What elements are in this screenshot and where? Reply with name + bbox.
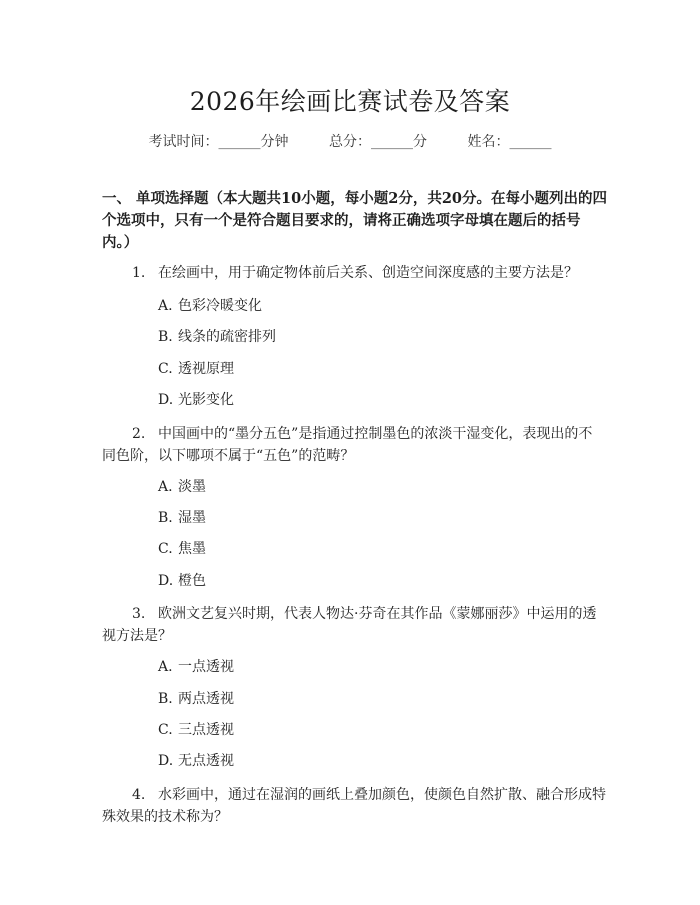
question-text-line-1: 在绘画中，用于确定物体前后关系、创造空间深度感的主要方法是？ [158,265,578,281]
section-heading: 一、 单项选择题（本大题共10小题，每小题2分，共20分。在每小题列出的四个选项中，只有一个是符合题目要求的，请将正确选项字母填在题后的括号内。） [102,190,607,251]
option-2d [158,571,206,591]
option-1c [158,359,234,379]
option-letter: B. [158,329,173,345]
question-text-line-1: 水彩画中，通过在湿润的画纸上叠加颜色，使颜色自然扩散、融合形成特 [158,787,606,803]
option-letter: A. [158,659,173,675]
option-text: 色彩冷暖变化 [178,298,262,314]
option-letter: C. [158,722,173,738]
option-text: 湿墨 [178,510,206,526]
option-2a [158,477,206,497]
option-text: 无点透视 [178,753,234,769]
option-1d [158,390,234,410]
option-letter: D. [158,753,174,769]
question-text-line-1: 欧洲文艺复兴时期，代表人物达·芬奇在其作品《蒙娜丽莎》中运用的透 [158,606,597,622]
option-letter: A. [158,298,173,314]
student-name-field: 姓名：______ [467,134,552,150]
question-number: 1. [132,265,146,281]
question-1 [132,262,607,284]
question-3 [102,603,607,647]
question-text-line-1: 中国画中的“墨分五色”是指通过控制墨色的浓淡干湿变化，表现出的不 [158,426,593,442]
page-title: 2026年绘画比赛试卷及答案 [189,87,511,116]
option-letter: C. [158,361,173,377]
option-2c [158,539,206,559]
option-letter: D. [158,392,174,408]
option-letter: C. [158,541,173,557]
option-text: 线条的疏密排列 [178,329,276,345]
option-3d [158,751,234,771]
option-letter: B. [158,691,173,707]
option-text: 一点透视 [178,659,234,675]
question-text-line-2: 殊效果的技术称为？ [102,809,228,825]
option-1a [158,296,262,316]
option-3b [158,689,234,709]
exam-meta-line [0,131,700,151]
question-2 [102,423,607,467]
option-letter: A. [158,479,173,495]
option-1b [158,327,276,347]
option-letter: B. [158,510,173,526]
option-text: 橙色 [178,573,206,589]
option-2b [158,508,206,528]
total-score-field: 总分：______分 [329,134,427,150]
question-number: 2. [132,426,146,442]
option-text: 焦墨 [178,541,206,557]
option-text: 透视原理 [178,361,234,377]
question-number: 4. [132,787,146,803]
option-text: 三点透视 [178,722,234,738]
option-3a [158,657,234,677]
question-4 [102,784,607,828]
exam-time-field: 考试时间：______分钟 [148,134,289,150]
option-text: 两点透视 [178,691,234,707]
option-text: 光影变化 [178,392,234,408]
question-text-line-2: 视方法是？ [102,628,172,644]
option-text: 淡墨 [178,479,206,495]
question-number: 3. [132,606,146,622]
option-letter: D. [158,573,174,589]
option-3c [158,720,234,740]
question-text-line-2: 同色阶，以下哪项不属于“五色”的范畴？ [102,448,355,464]
